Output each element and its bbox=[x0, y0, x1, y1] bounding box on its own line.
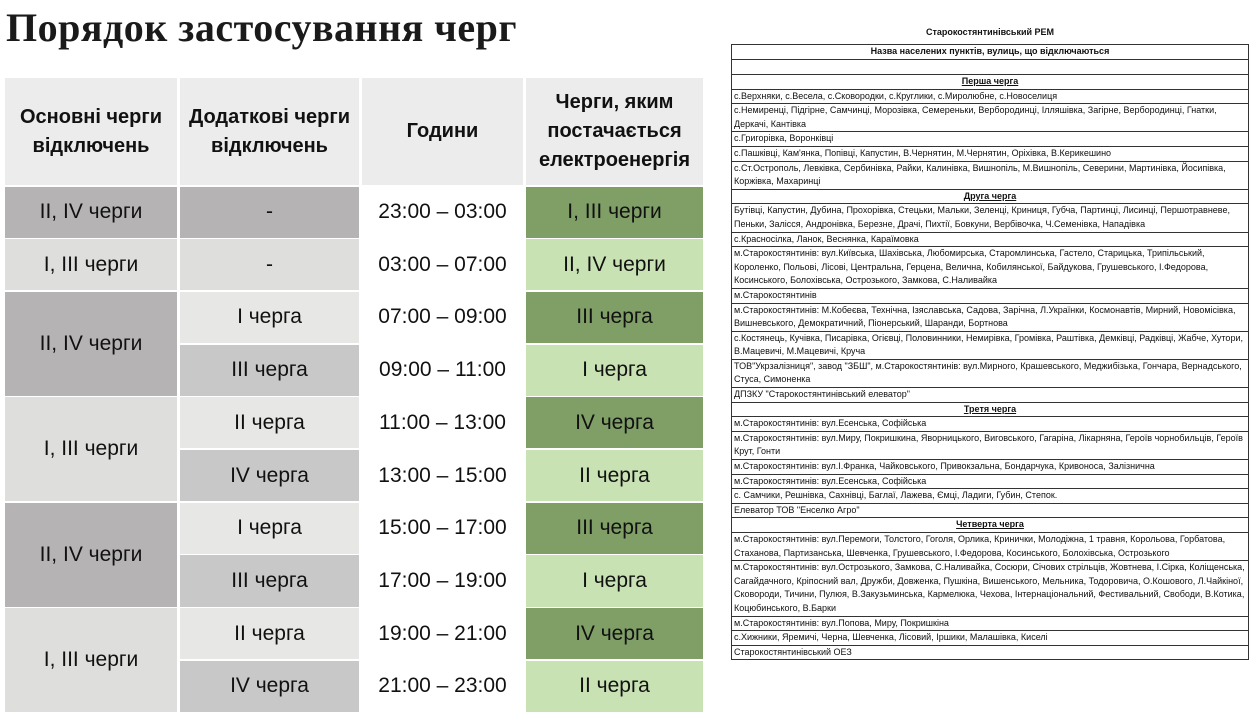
extra-queue-cell: - bbox=[180, 187, 359, 238]
rem-section-title: Перша черга bbox=[732, 75, 1249, 90]
extra-queue-cell: ІІІ черга bbox=[180, 345, 359, 396]
rem-list-item-row bbox=[732, 161, 1249, 189]
rem-panel bbox=[731, 20, 1249, 660]
main-queue-cell: І, ІІІ черги bbox=[5, 397, 177, 501]
rem-list-item-row bbox=[732, 104, 1249, 132]
extra-queue-cell: ІV черга bbox=[180, 661, 359, 712]
rem-list-item: м.Старокостянтинів: вул.Есенська, Софійська bbox=[732, 417, 1249, 432]
rem-section-title-row bbox=[732, 75, 1249, 90]
rem-list-item-row bbox=[732, 460, 1249, 475]
extra-queue-cell: ІV черга bbox=[180, 450, 359, 501]
schedule-table bbox=[5, 78, 705, 713]
supplied-queue-cell: ІІ черга bbox=[526, 450, 703, 501]
supplied-queue-cell: ІІ черга bbox=[526, 661, 703, 712]
supplied-queue-cell: ІV черга bbox=[526, 397, 703, 448]
rem-title: Старокостянтинівський РЕМ bbox=[925, 27, 1055, 37]
main-queue-cell: ІІ, ІV черги bbox=[5, 292, 177, 396]
rem-list-item-row bbox=[732, 331, 1249, 359]
rem-list-item: Елеватор ТОВ "Енселко Агро" bbox=[732, 503, 1249, 518]
extra-queue-cell: І черга bbox=[180, 503, 359, 554]
header-cell: Додаткові черги відключень bbox=[180, 78, 359, 185]
rem-list-item-row bbox=[732, 288, 1249, 303]
rem-list-item-row bbox=[732, 631, 1249, 646]
rem-list-item: с.Костянець, Кучівка, Писарівка, Огієвці, Половинники, Немирівка, Громівка, Раштівка, Демківці, Радківці, Жабче, Хутори, В.Мацевичі, М.Мацевичі, Круча bbox=[732, 331, 1249, 359]
hours-cell: 15:00 – 17:00 bbox=[362, 503, 523, 554]
hours-cell: 19:00 – 21:00 bbox=[362, 608, 523, 659]
main-queue-cell: І, ІІІ черги bbox=[5, 608, 177, 712]
rem-list-item: ТОВ"Укрзалізниця", завод "ЗБШ", м.Старокостянтинів: вул.Мирного, Крашевського, Меджибізька, Гончара, Вернадського, Стуса, Симоненка bbox=[732, 359, 1249, 387]
rem-section-title: Третя черга bbox=[732, 402, 1249, 417]
rem-list-item: с.Пашківці, Кам'янка, Попівці, Капустин, В.Чернятин, М.Чернятин, Оріхівка, В.Керикешино bbox=[732, 146, 1249, 161]
main-queue-cell: І, ІІІ черги bbox=[5, 239, 177, 290]
rem-list-item-row bbox=[732, 388, 1249, 403]
rem-section-title-row bbox=[732, 402, 1249, 417]
hours-cell: 13:00 – 15:00 bbox=[362, 450, 523, 501]
rem-header-row bbox=[732, 45, 1249, 60]
rem-list-item-row bbox=[732, 89, 1249, 104]
extra-queue-cell: - bbox=[180, 239, 359, 290]
rem-list-item-row bbox=[732, 417, 1249, 432]
header-cell: Черги, яким постачається електроенергія bbox=[526, 78, 703, 185]
rem-section-title-row bbox=[732, 189, 1249, 204]
rem-list-item: м.Старокостянтинів: вул.Попова, Миру, Покришкіна bbox=[732, 616, 1249, 631]
rem-list-item: с.Григорівка, Воронківці bbox=[732, 132, 1249, 147]
extra-queue-cell: І черга bbox=[180, 292, 359, 343]
supplied-queue-cell: І черга bbox=[526, 345, 703, 396]
rem-list-item: ДПЗКУ "Старокостянтинівський елеватор" bbox=[732, 388, 1249, 403]
rem-list-item-row bbox=[732, 489, 1249, 504]
rem-list-item: м.Старокостянтинів: вул.Есенська, Софійська bbox=[732, 474, 1249, 489]
rem-list-item: Бутівці, Капустин, Дубина, Прохорівка, Стецьки, Мальки, Зеленці, Криниця, Губча, Партинці, Лисинці, Першотравневе, Пеньки, Залісся, Андронівка, Березне, Драчі, Пихтії, Бовкуни, Вербівочка, Ч.Семенівка, Нападівка bbox=[732, 204, 1249, 232]
page-title: Порядок застосування черг bbox=[6, 5, 518, 50]
hours-cell: 09:00 – 11:00 bbox=[362, 345, 523, 396]
rem-list-item: с.Хижники, Яремичі, Черна, Шевченка, Лісовий, Іршики, Малашівка, Киселі bbox=[732, 631, 1249, 646]
rem-list-item-row bbox=[732, 645, 1249, 660]
rem-list-item: м.Старокостянтинів: вул.Перемоги, Толстого, Гоголя, Орлика, Кринички, Молодіжна, 1 травня, Корольова, Горбатова, Стаханова, Партизанська, Шевченка, Грушевського, І.Федорова, Косинського, Болохівська, Острозького bbox=[732, 533, 1249, 561]
header-cell: Години bbox=[362, 78, 523, 185]
rem-list-item-row bbox=[732, 561, 1249, 616]
rem-list-item: Старокостянтинівський ОЕЗ bbox=[732, 645, 1249, 660]
rem-list-item-row bbox=[732, 616, 1249, 631]
hours-cell: 07:00 – 09:00 bbox=[362, 292, 523, 343]
header-cell: Основні черги відключень bbox=[5, 78, 177, 185]
extra-queue-cell: ІІ черга bbox=[180, 397, 359, 448]
rem-list-item: м.Старокостянтинів: вул.Київська, Шахівська, Любомирська, Старомлинська, Гастело, Старицька, Трипільський, Короленко, Польові, Лісові, Центральна, Герцена, Велична, Кобилянської, Байдукова, Грушевського, І.Федорова, Косинського, Болохівська, Острозького, Замкова, С.Наливайка bbox=[732, 247, 1249, 289]
hours-cell: 11:00 – 13:00 bbox=[362, 397, 523, 448]
hours-cell: 23:00 – 03:00 bbox=[362, 187, 523, 238]
rem-list-item-row bbox=[732, 359, 1249, 387]
rem-header: Назва населених пунктів, вулиць, що відключаються bbox=[732, 45, 1249, 60]
supplied-queue-cell: І черга bbox=[526, 555, 703, 606]
supplied-queue-cell: ІІ, ІV черги bbox=[526, 239, 703, 290]
rem-list-item: с.Ст.Острополь, Левківка, Сербинівка, Райки, Калинівка, Вишнопіль, М.Вишнопіль, Северини, Мартинівка, Йосипівка, Коржівка, Махаринці bbox=[732, 161, 1249, 189]
rem-list-item-row bbox=[732, 431, 1249, 459]
rem-section-title: Друга черга bbox=[732, 189, 1249, 204]
extra-queue-cell: ІІ черга bbox=[180, 608, 359, 659]
rem-list-item-row bbox=[732, 247, 1249, 289]
rem-section-title-row bbox=[732, 518, 1249, 533]
extra-queue-cell: ІІІ черга bbox=[180, 555, 359, 606]
rem-list-item-row bbox=[732, 146, 1249, 161]
rem-list-item: с.Верхняки, с.Весела, с.Сковородки, с.Круглики, с.Миролюбне, с.Новоселиця bbox=[732, 89, 1249, 104]
rem-list-item: с.Красносілка, Ланок, Веснянка, Караїмовка bbox=[732, 232, 1249, 247]
rem-spacer bbox=[732, 60, 1249, 75]
hours-cell: 03:00 – 07:00 bbox=[362, 239, 523, 290]
rem-list-item: м.Старокостянтинів bbox=[732, 288, 1249, 303]
rem-list-item: с.Немиренці, Підгірне, Самчинці, Морозівка, Семереньки, Вербородинці, Ілляшівка, Загірне, Вербородинці, Гнатки, Деркачі, Кантівка bbox=[732, 104, 1249, 132]
rem-table bbox=[731, 44, 1249, 660]
rem-list-item-row bbox=[732, 474, 1249, 489]
rem-list-item-row bbox=[732, 132, 1249, 147]
supplied-queue-cell: ІV черга bbox=[526, 608, 703, 659]
rem-list-item: м.Старокостянтинів: М.Кобеєва, Технічна, Ізяславська, Садова, Зарічна, Л.Українки, Космонавтів, Мирний, Новомісівка, Вишневського, Демократичний, Піонерський, Шаранди, Бортнова bbox=[732, 303, 1249, 331]
supplied-queue-cell: ІІІ черга bbox=[526, 292, 703, 343]
supplied-queue-cell: І, ІІІ черги bbox=[526, 187, 703, 238]
rem-list-item: м.Старокостянтинів: вул.Острозького, Замкова, С.Наливайка, Сосюри, Січових стрільців, Жовтнева, І.Сірка, Коліщенська, Сагайдачного, Кріпосний вал, Дружби, Довженка, Пушкіна, Вишенського, Мельника, Тодоровича, О.Кошового, Л.Чайкіної, Сковороди, Тичини, Пулюя, В.Закузьминська, Кармелюка, Чехова, Інтернаціональний, Фестивальний, Свободи, В.Котика, Коцюбинського, В.Барки bbox=[732, 561, 1249, 616]
rem-list-item-row bbox=[732, 503, 1249, 518]
rem-section-title: Четверта черга bbox=[732, 518, 1249, 533]
rem-list-item: м.Старокостянтинів: вул.І.Франка, Чайковського, Привокзальна, Бондарчука, Кривоноса, Залізнична bbox=[732, 460, 1249, 475]
rem-list-item-row bbox=[732, 533, 1249, 561]
rem-list-item-row bbox=[732, 303, 1249, 331]
rem-list-item-row bbox=[732, 232, 1249, 247]
hours-cell: 17:00 – 19:00 bbox=[362, 555, 523, 606]
rem-list-item: с. Самчики, Решнівка, Сахнівці, Баглаї, Лажева, Ємці, Ладиги, Губин, Степок. bbox=[732, 489, 1249, 504]
main-queue-cell: ІІ, ІV черги bbox=[5, 187, 177, 238]
rem-list-item-row bbox=[732, 204, 1249, 232]
rem-spacer-row bbox=[732, 60, 1249, 75]
supplied-queue-cell: ІІІ черга bbox=[526, 503, 703, 554]
main-queue-cell: ІІ, ІV черги bbox=[5, 503, 177, 607]
rem-list-item: м.Старокостянтинів: вул.Миру, Покришкина, Яворницького, Виговського, Гагаріна, Лікарняна, Героїв чорнобильців, Героїв Крут, Гонти bbox=[732, 431, 1249, 459]
hours-cell: 21:00 – 23:00 bbox=[362, 661, 523, 712]
